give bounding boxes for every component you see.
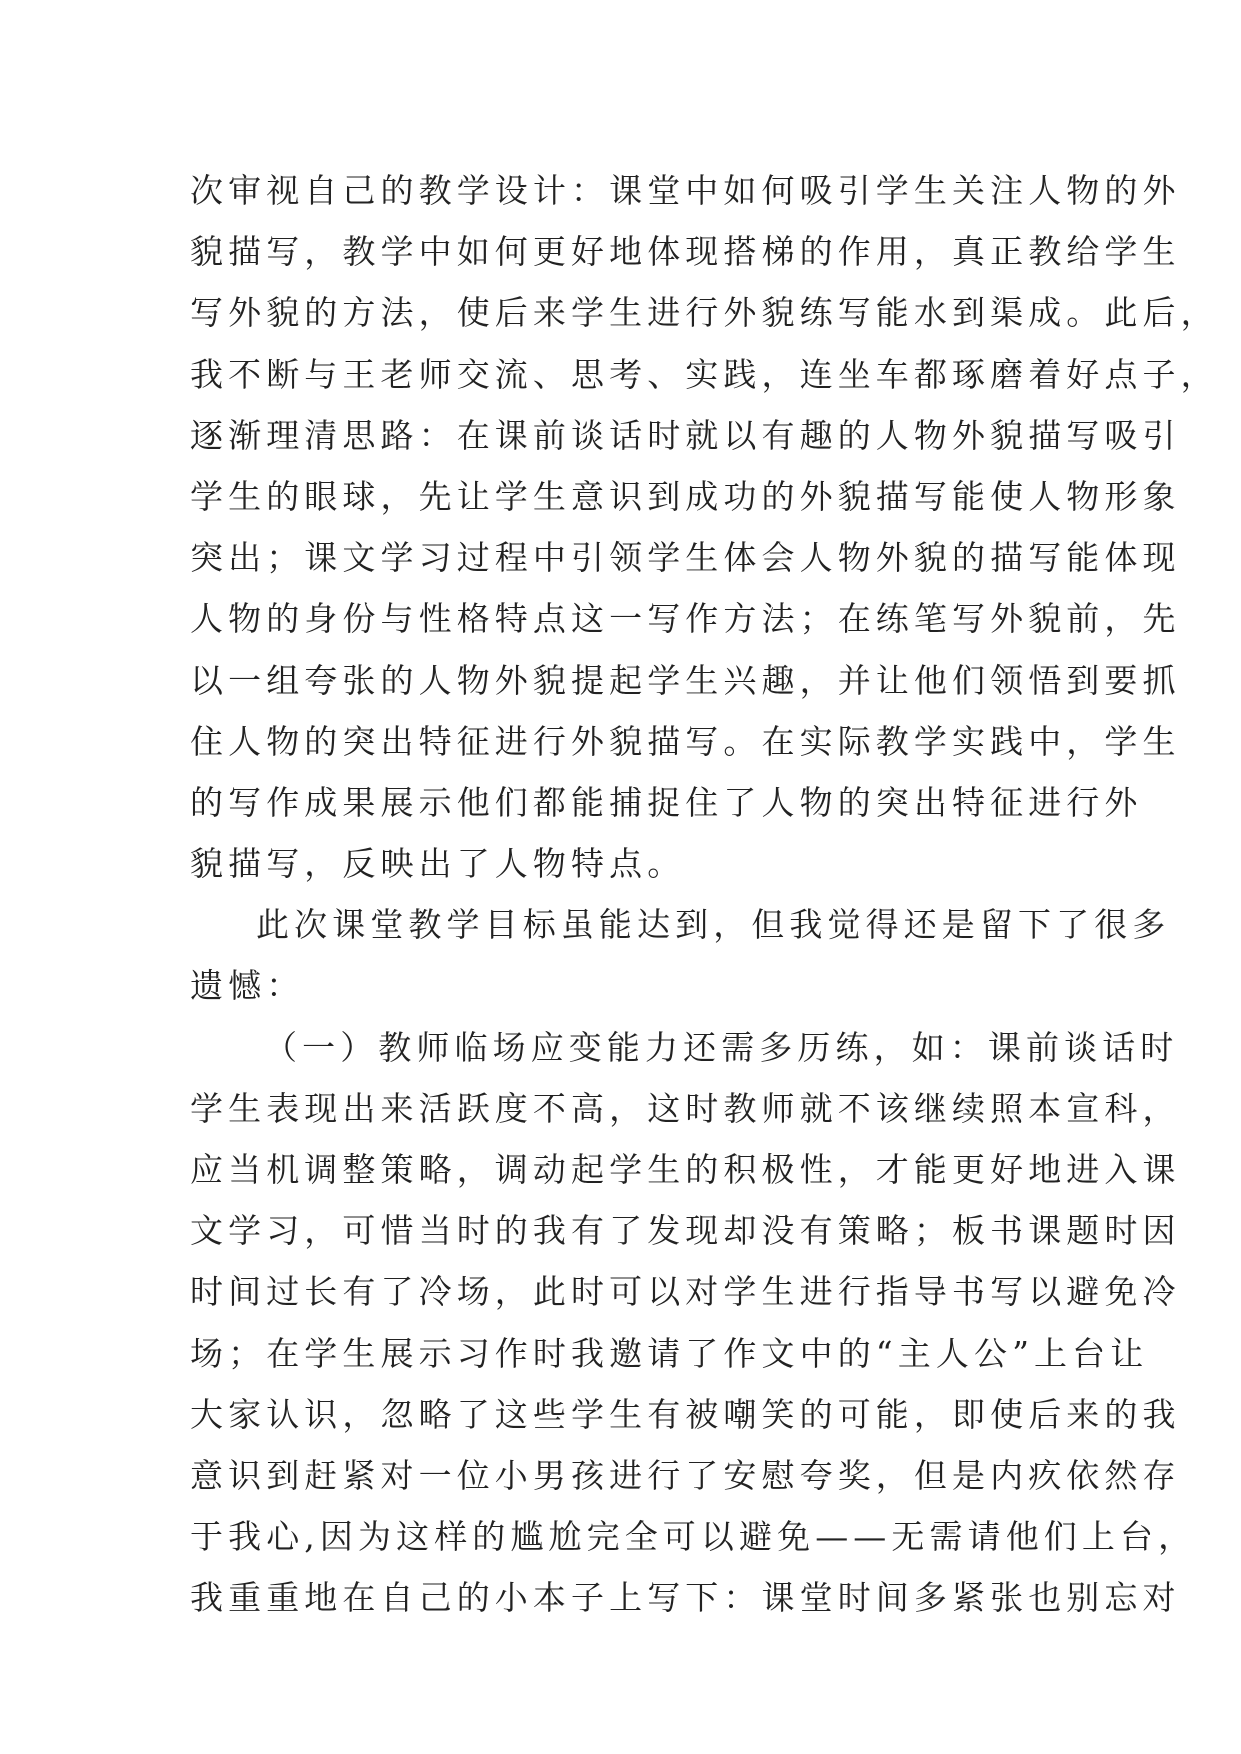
text-line: 逐渐理清思路：在课前谈话时就以有趣的人物外貌描写吸引 [190,415,1181,455]
text-line: 写外貌的方法，使后来学生进行外貌练写能水到渠成。此后， [190,293,1219,333]
text-line: 场；在学生展示习作时我邀请了作文中的“主人公”上台让 [190,1333,1149,1373]
text-line: 以一组夸张的人物外貌提起学生兴趣，并让他们领悟到要抓 [190,660,1181,700]
text-line: 于我心,因为这样的尴尬完全可以避免——无需请他们上台， [190,1517,1197,1557]
paragraph-start-line: （一）教师临场应变能力还需多历练，如：课前谈话时 [264,1027,1179,1067]
text-line: 文学习，可惜当时的我有了发现却没有策略；板书课题时因 [190,1211,1181,1251]
text-line: 时间过长有了冷场，此时可以对学生进行指导书写以避免冷 [190,1272,1181,1312]
text-line: 我重重地在自己的小本子上写下：课堂时间多紧张也别忘对 [190,1578,1181,1618]
text-line: 的写作成果展示他们都能捕捉住了人物的突出特征进行外 [190,782,1143,822]
text-line: 学生的眼球，先让学生意识到成功的外貌描写能使人物形象 [190,476,1181,516]
text-line: 我不断与王老师交流、思考、实践，连坐车都琢磨着好点子， [190,354,1219,394]
text-line: 应当机调整策略，调动起学生的积极性，才能更好地进入课 [190,1150,1181,1189]
text-line: 次审视自己的教学设计：课堂中如何吸引学生关注人物的外 [190,171,1181,210]
text-line: 住人物的突出特征进行外貌描写。在实际教学实践中，学生 [190,721,1181,761]
body-text [190,160,1219,1629]
text-line: 遗憾： [190,966,305,1006]
text-line: 貌描写，教学中如何更好地体现搭梯的作用，真正教给学生 [190,232,1181,272]
text-line: 大家认识，忽略了这些学生有被嘲笑的可能，即使后来的我 [190,1394,1181,1434]
text-line: 人物的身份与性格特点这一写作方法；在练笔写外貌前，先 [190,599,1181,639]
text-line: 学生表现出来活跃度不高，这时教师就不该继续照本宣科， [190,1088,1181,1128]
text-line: 貌描写，反映出了人物特点。 [190,844,686,884]
text-line: 突出；课文学习过程中引领学生体会人物外貌的描写能体现 [190,538,1181,578]
paragraph-start-line: 此次课堂教学目标虽能达到，但我觉得还是留下了很多 [256,905,1171,945]
text-line: 意识到赶紧对一位小男孩进行了安慰夸奖，但是内疚依然存 [190,1455,1181,1495]
